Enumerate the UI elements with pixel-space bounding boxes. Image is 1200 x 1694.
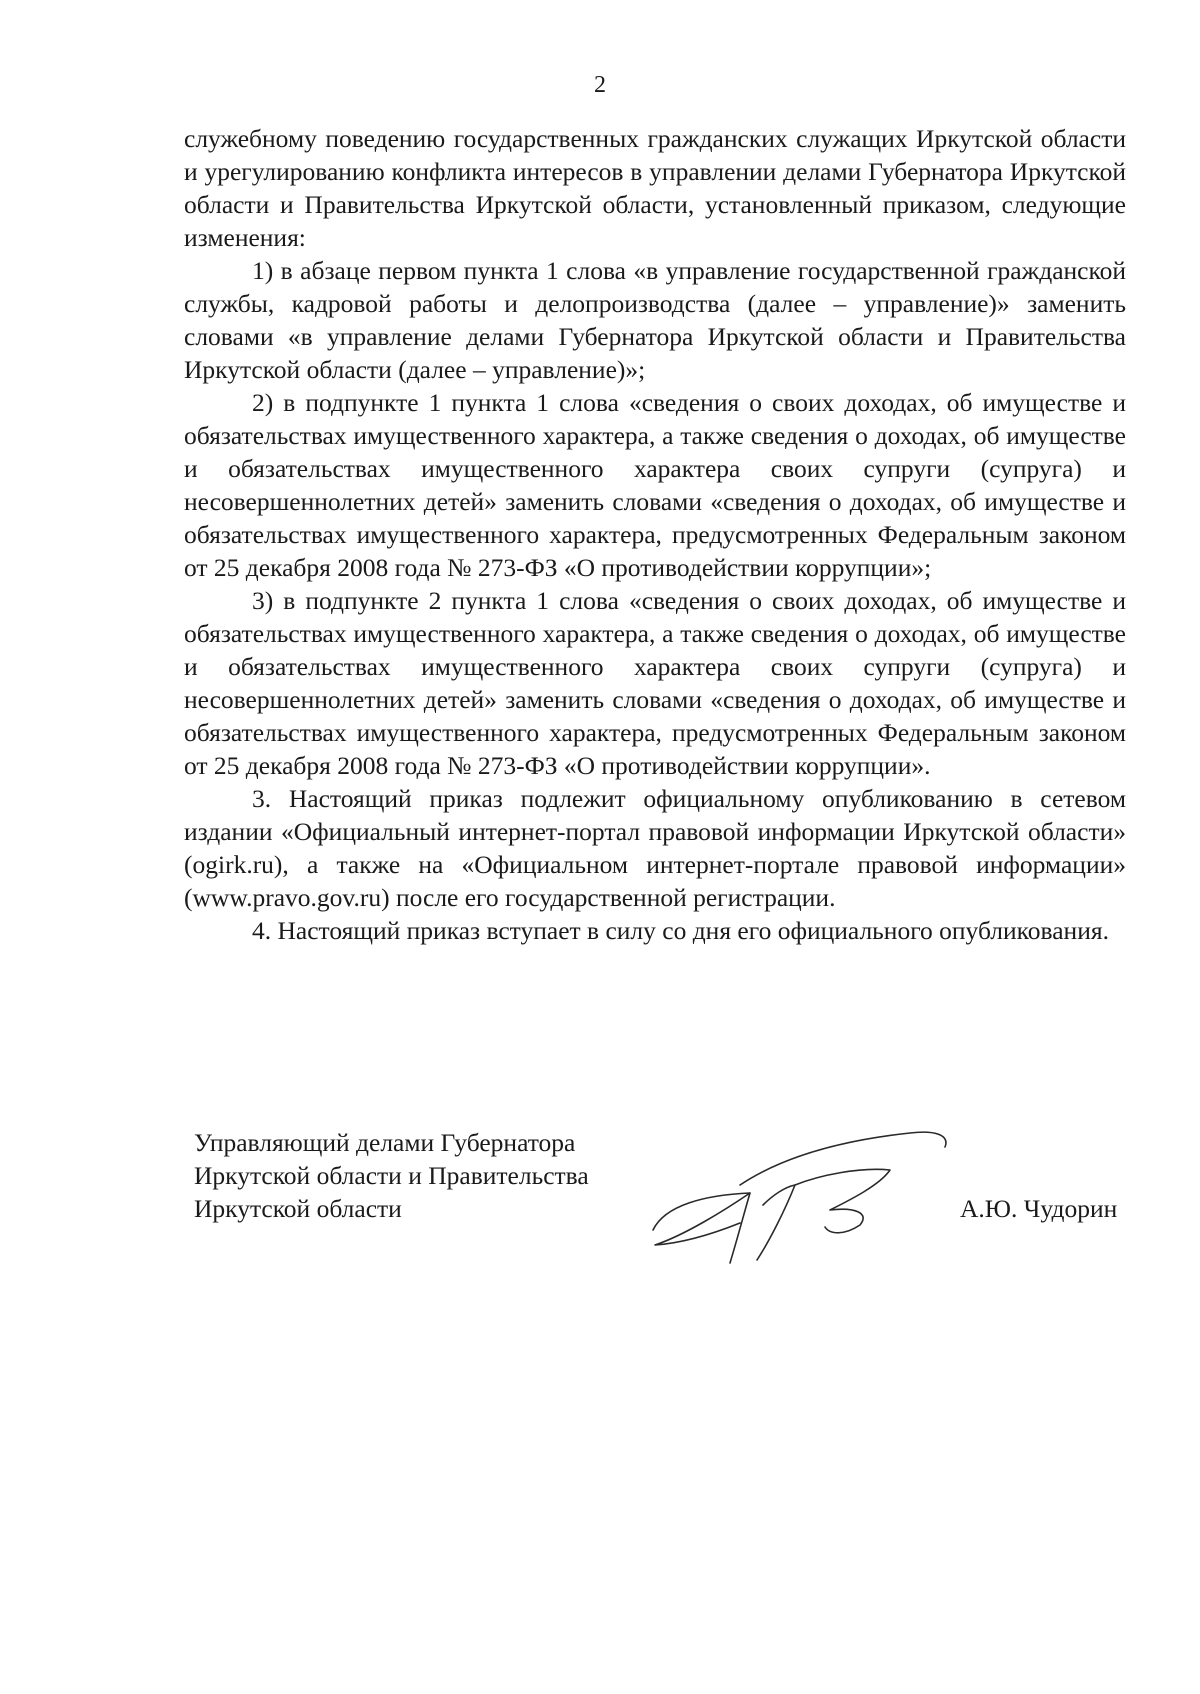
paragraph-clause-4: 4. Настоящий приказ вступает в силу со дня его официального опубликования. [252, 916, 1109, 945]
handwritten-signature [645, 1115, 985, 1275]
signatory-position [194, 1126, 654, 1225]
signatory-position-line: Иркутской области и Правительства [194, 1161, 589, 1190]
signature-stroke [653, 1193, 750, 1245]
paragraph-item-1: 1) в абзаце первом пункта 1 слова «в управление государственной гражданской службы, кадровой работы и делопроизводства (далее – управление)» заменить словами «в управление делами Губернатора Иркутской области и Правительства Иркутской области (далее – управление)»; [184, 256, 1126, 384]
document-body [184, 122, 1126, 947]
signature-stroke [795, 1169, 890, 1232]
signatory-position-line: Иркутской области [194, 1194, 402, 1223]
signer-name: А.Ю. Чудорин [960, 1194, 1118, 1223]
paragraph-item-2: 2) в подпункте 1 пункта 1 слова «сведения о своих доходах, об имуществе и обязательствах имущественного характера, а также сведения о доходах, об имуществе и обязательствах имущественного характера своих супруги (супруга) и несовершеннолетних детей» заменить словами «сведения о доходах, об имуществе и обязательствах имущественного характера, предусмотренных Федеральным законом от 25 декабря 2008 года № 273-ФЗ «О противодействии коррупции»; [184, 388, 1126, 582]
paragraph-intro-continuation: служебному поведению государственных гражданских служащих Иркутской области и урегулированию конфликта интересов в управлении делами Губернатора Иркутской области и Правительства Иркутской области, установленный приказом, следующие изменения: [184, 124, 1126, 252]
page-number: 2 [594, 72, 606, 98]
signatory-position-line: Управляющий делами Губернатора [194, 1128, 576, 1157]
signature-stroke [740, 1132, 946, 1185]
signature-stroke [757, 1185, 795, 1260]
paragraph-item-3: 3) в подпункте 2 пункта 1 слова «сведения о своих доходах, об имуществе и обязательствах имущественного характера, а также сведения о доходах, об имуществе и обязательствах имущественного характера своих супруги (супруга) и несовершеннолетних детей» заменить словами «сведения о доходах, об имуществе и обязательствах имущественного характера, предусмотренных Федеральным законом от 25 декабря 2008 года № 273-ФЗ «О противодействии коррупции». [184, 586, 1126, 780]
paragraph-clause-3: 3. Настоящий приказ подлежит официальному опубликованию в сетевом издании «Официальный интернет-портал правовой информации Иркутской области» (ogirk.ru), а также на «Официальном интернет-портале правовой информации» (www.pravo.gov.ru) после его государственной регистрации. [184, 784, 1126, 912]
